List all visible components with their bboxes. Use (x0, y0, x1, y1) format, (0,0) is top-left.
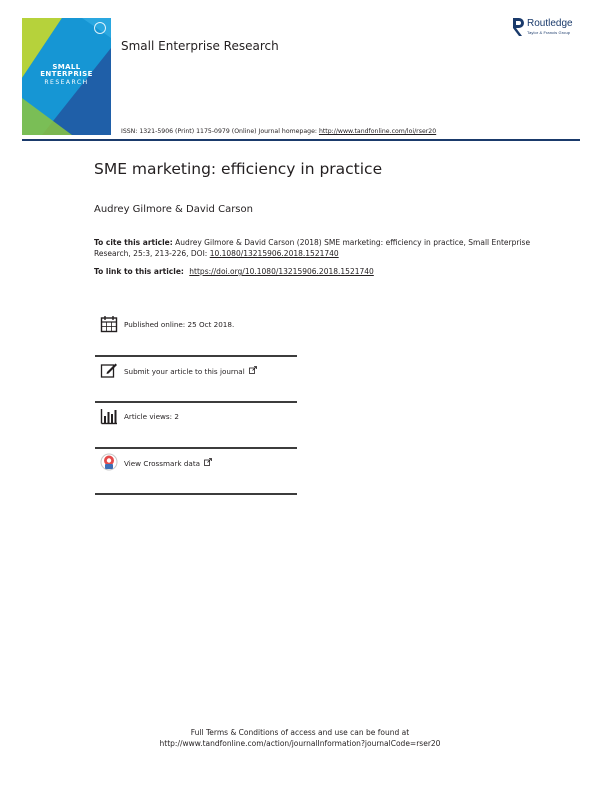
footer (0, 727, 600, 749)
published-online-text: Published online: 25 Oct 2018. (124, 320, 235, 329)
publisher-tagline: Taylor & Francis Group (527, 30, 571, 35)
submit-article-row[interactable] (95, 361, 297, 401)
journal-cover-image (22, 18, 111, 135)
calendar-icon (100, 315, 118, 333)
external-link-icon (249, 366, 257, 374)
info-divider (95, 355, 297, 357)
publisher-logo[interactable] (511, 17, 591, 41)
publisher-name: Routledge (527, 18, 573, 29)
citation-block (94, 237, 534, 259)
footer-terms-url[interactable]: http://www.tandfonline.com/action/journalInformation?journalCode=rser20 (159, 739, 441, 748)
header-divider (22, 139, 580, 141)
journal-name: Small Enterprise Research (121, 39, 279, 53)
external-link-icon (204, 458, 212, 466)
article-authors: Audrey Gilmore & David Carson (94, 204, 253, 215)
info-divider (95, 493, 297, 495)
cover-emblem-icon (94, 22, 106, 34)
info-divider (95, 447, 297, 449)
routledge-r-icon (511, 17, 525, 37)
issn-line (121, 128, 436, 135)
cover-title: SMALL ENTERPRISE RESEARCH (40, 63, 93, 86)
crossmark-icon (100, 453, 118, 471)
link-label: To link to this article: (94, 267, 184, 276)
doi-link[interactable]: 10.1080/13215906.2018.1521740 (209, 249, 339, 258)
info-divider (95, 401, 297, 403)
article-views-text: Article views: 2 (124, 412, 179, 421)
bar-chart-icon (100, 407, 118, 425)
crossmark-row[interactable] (95, 453, 297, 493)
edit-icon (100, 361, 118, 379)
article-title: SME marketing: efficiency in practice (94, 160, 383, 178)
article-link-line (94, 267, 374, 276)
article-doi-url[interactable]: https://doi.org/10.1080/13215906.2018.1521740 (189, 267, 374, 276)
footer-terms-text: Full Terms & Conditions of access and use can be found at (190, 728, 410, 737)
cite-label: To cite this article: (94, 238, 173, 247)
issn-text: ISSN: 1321-5906 (Print) 1175-0979 (Online) Journal homepage: (121, 128, 317, 135)
submit-article-link[interactable]: Submit your article to this journal (124, 366, 257, 376)
cite-text: Audrey Gilmore & David Carson (2018) SME marketing: efficiency in practice, Small Enterprise Research, 25:3, 213-226, DOI: (94, 238, 531, 258)
article-views-row[interactable] (95, 407, 297, 447)
article-info-list (95, 315, 297, 495)
journal-homepage-link[interactable]: http://www.tandfonline.com/loi/rser20 (318, 128, 437, 135)
published-online-row (95, 315, 297, 355)
crossmark-link[interactable]: View Crossmark data (124, 458, 212, 468)
